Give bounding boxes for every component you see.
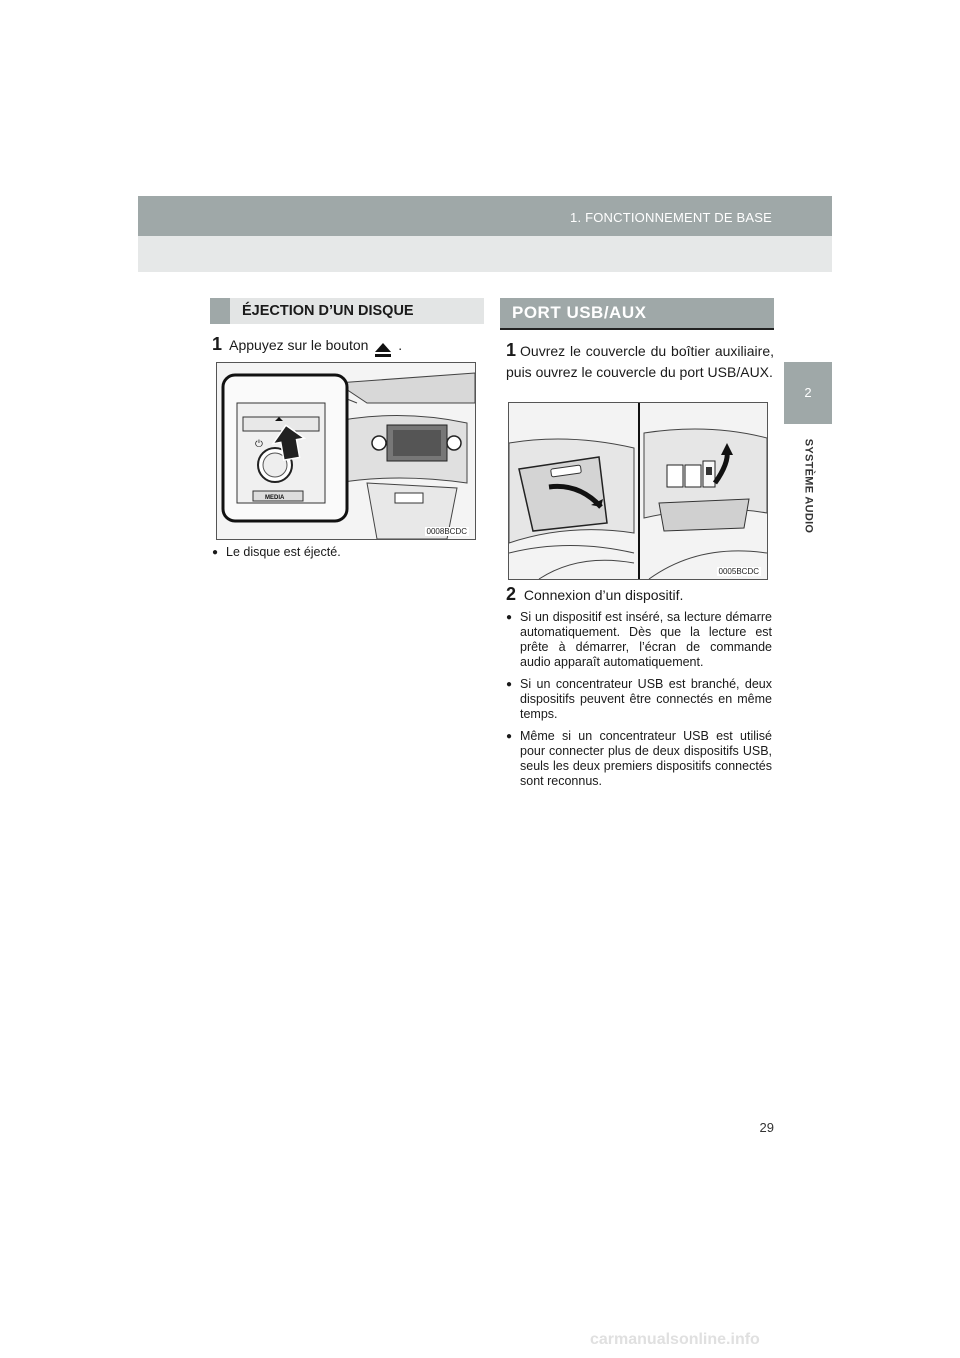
- bullet-item: ● Si un dispositif est inséré, sa lecture démarre automatiquement. Dès que la lecture est prête à démarrer, l’écran de commande audio apparaît automatiquement.: [506, 610, 772, 670]
- bullet-item: ● Si un concentrateur USB est branché, deux dispositifs peuvent être connectés en même temps.: [506, 677, 772, 722]
- watermark: carmanualsonline.info: [590, 1331, 760, 1348]
- side-tab: [784, 424, 832, 548]
- svg-text:⏻: ⏻: [255, 439, 263, 450]
- chapter-header-bar: [138, 196, 832, 236]
- usb-figure: [508, 402, 768, 580]
- step-text: Connexion d’un dispositif.: [523, 587, 684, 603]
- section-heading-eject: [210, 298, 484, 324]
- heading-marker: [210, 298, 230, 324]
- eject-icon: [375, 343, 391, 352]
- chapter-title: 1. FONCTIONNEMENT DE BASE: [570, 210, 772, 225]
- bullet-item: ● Le disque est éjecté.: [212, 545, 474, 560]
- header-sub-band: [138, 236, 832, 272]
- section-heading-usb: [500, 298, 774, 330]
- svg-text:MEDIA: MEDIA: [265, 495, 285, 501]
- dashboard-eject-illustration: [217, 363, 475, 539]
- figure-code: 0005BCDC: [718, 567, 759, 576]
- step-text: Ouvrez le couvercle du boîtier auxiliaire, puis ouvrez le couvercle du port USB/AUX.: [506, 343, 774, 380]
- section-heading-eject-text: ÉJECTION D’UN DISQUE: [242, 303, 414, 319]
- bullet-item: ● Même si un concentrateur USB est utilisé pour connecter plus de deux dispositifs USB, seuls les deux premiers dispositifs connectés sont reconnus.: [506, 729, 772, 789]
- usb-bullets: [506, 610, 772, 796]
- eject-bullets: [212, 545, 474, 567]
- page-number: 29: [759, 1120, 774, 1135]
- step-text-end: .: [398, 337, 403, 353]
- side-tab-label: SYSTÈME AUDIO: [802, 438, 814, 534]
- usb-step-1: [506, 340, 774, 383]
- figure-code: 0008BCDC: [426, 527, 467, 536]
- step-number: 2: [506, 584, 517, 604]
- eject-step-1: [212, 334, 402, 355]
- section-heading-usb-text: PORT USB/AUX: [512, 303, 647, 322]
- step-number: 1: [506, 340, 517, 360]
- step-number: 1: [212, 334, 223, 354]
- side-tab-number: 2: [784, 362, 832, 424]
- eject-figure: [216, 362, 476, 540]
- usb-step-2: [506, 584, 683, 605]
- console-usb-illustration: [509, 403, 767, 579]
- step-text: Appuyez sur le bouton: [229, 337, 369, 353]
